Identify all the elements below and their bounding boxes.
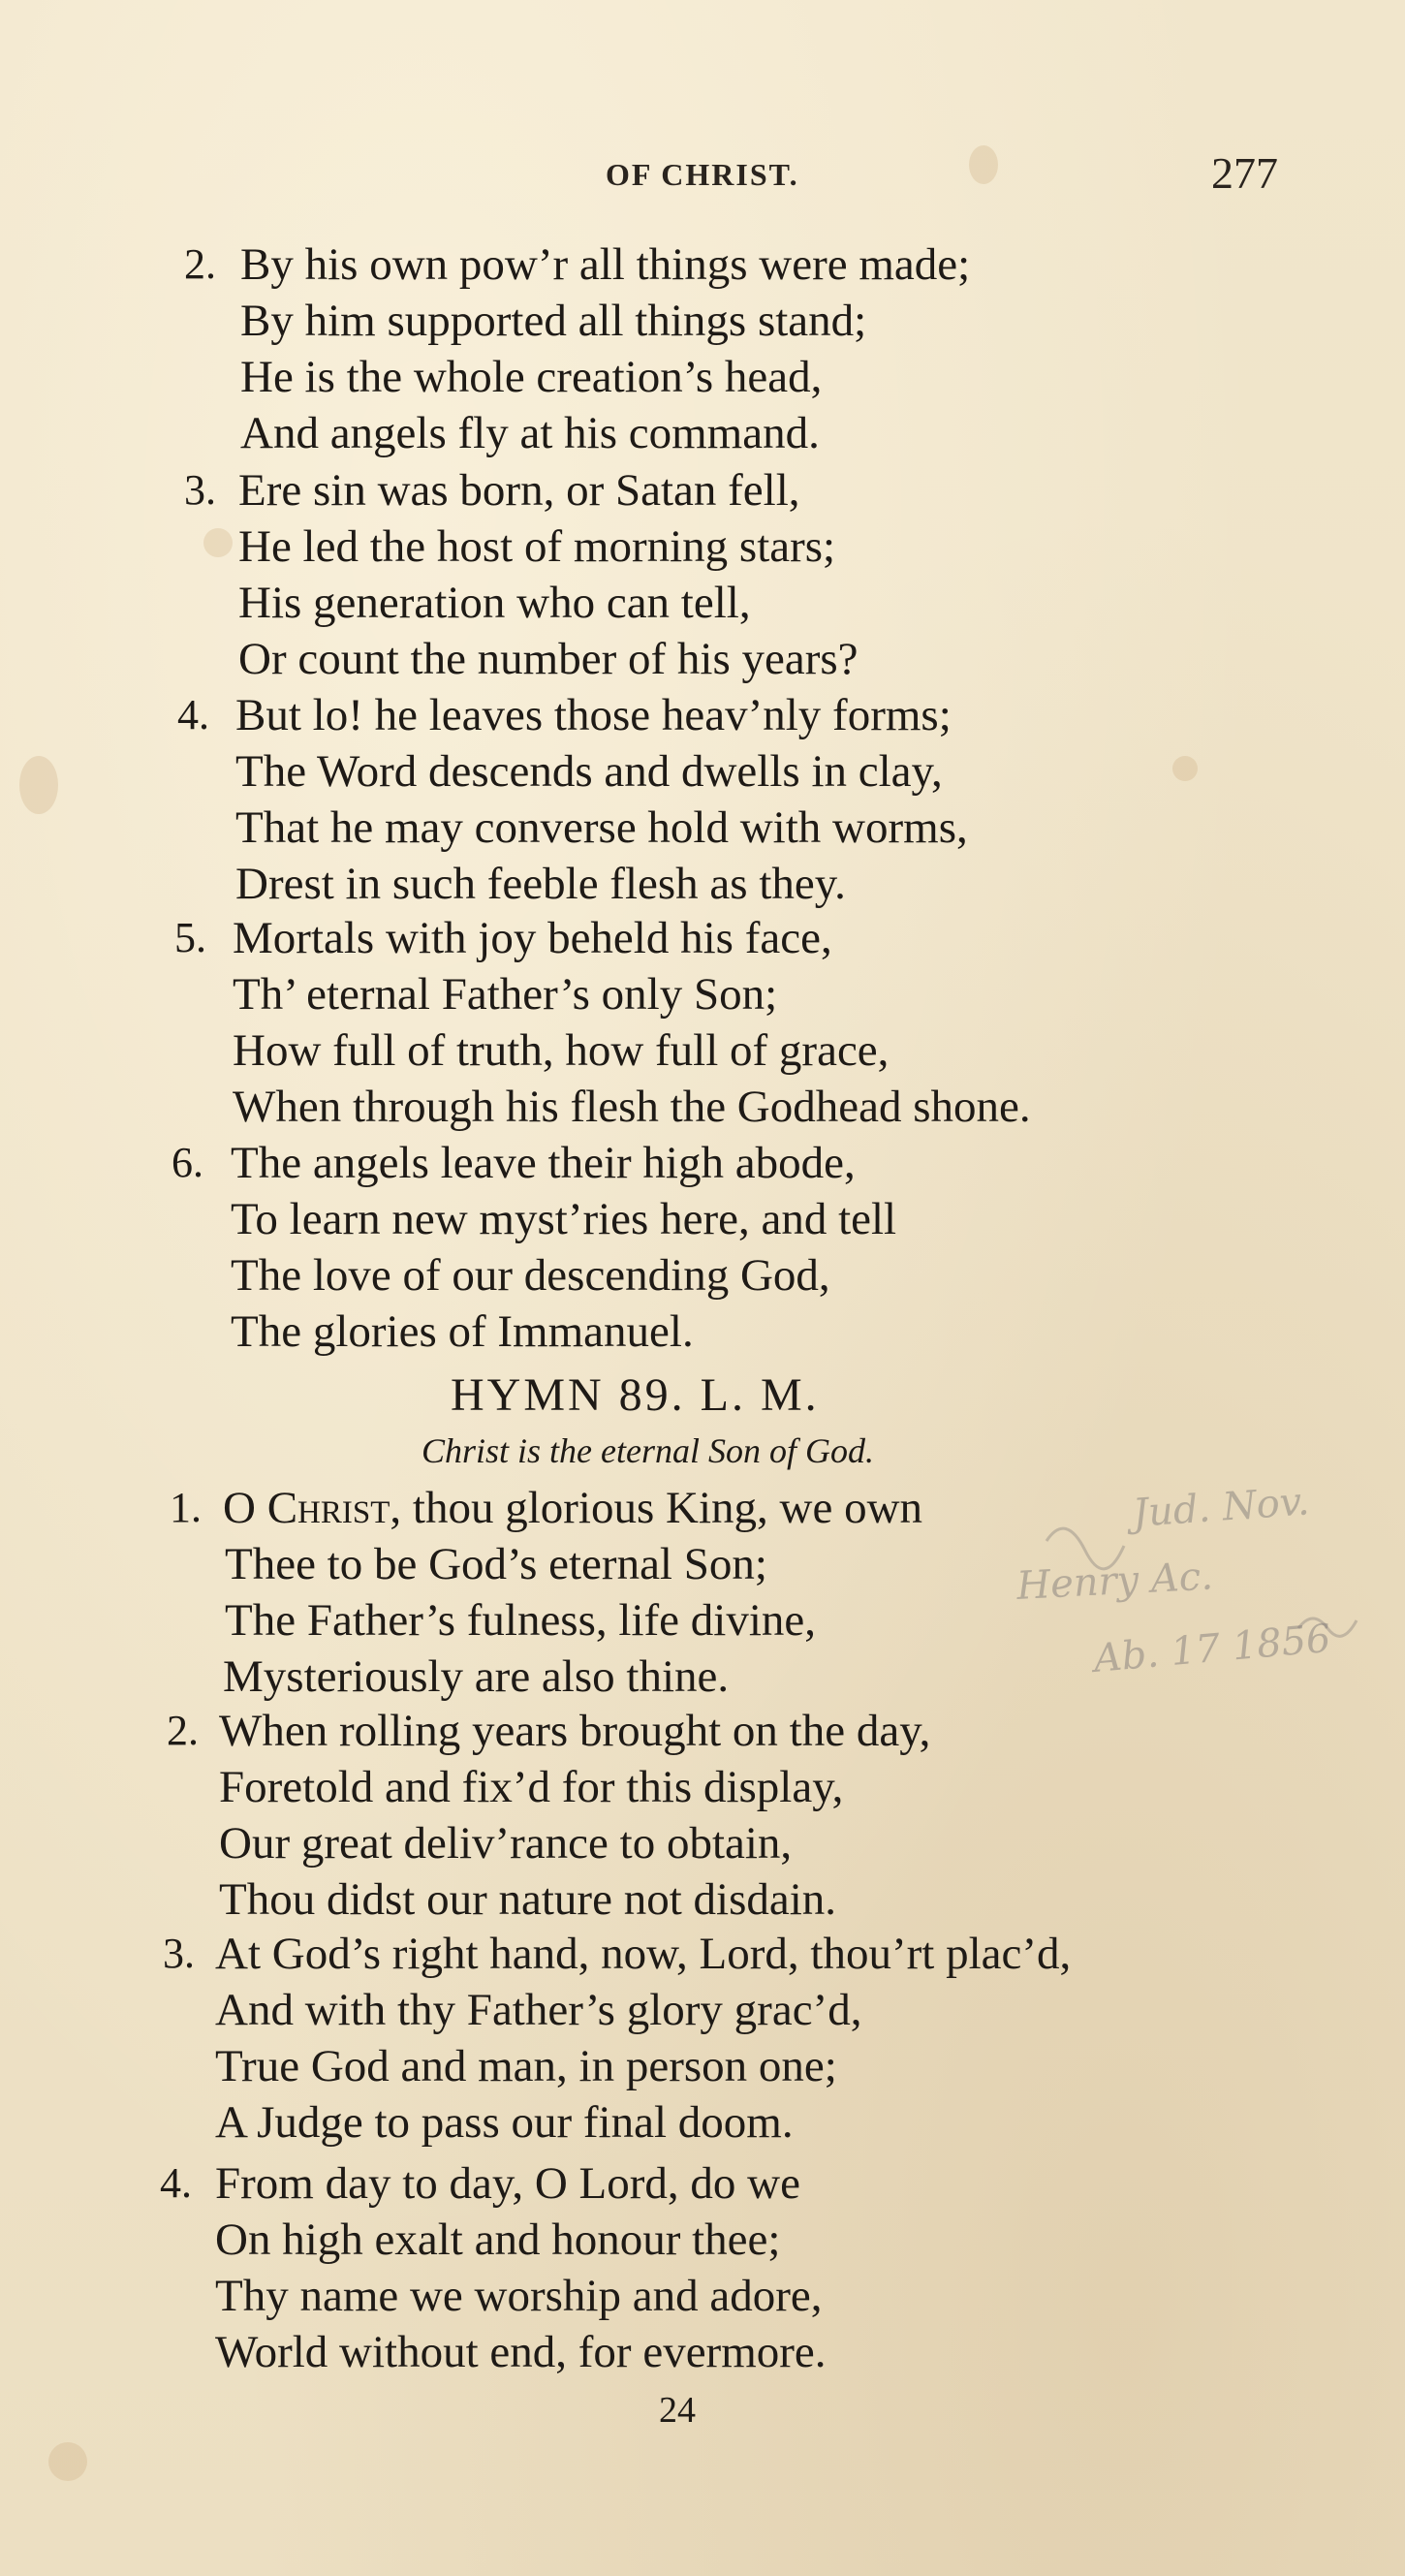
verse-line: World without end, for evermore.	[215, 2327, 827, 2377]
stanza-number: 4.	[177, 691, 209, 738]
verse-line: The glories of Immanuel.	[231, 1306, 694, 1357]
verse-line: Thee to be God’s eternal Son;	[225, 1539, 767, 1589]
verse-line: Mysteriously are also thine.	[223, 1651, 730, 1702]
stanza-number: 4.	[160, 2159, 192, 2207]
hymn-subtitle: Christ is the eternal Son of God.	[422, 1431, 874, 1470]
foxing-spot	[969, 145, 998, 184]
verse-line: Foretold and fix’d for this display,	[219, 1762, 844, 1812]
stanza-number: 1.	[170, 1484, 202, 1531]
foxing-spot	[48, 2442, 87, 2481]
verse-line: Mortals with joy beheld his face,	[233, 913, 832, 963]
verse-line: On high exalt and honour thee;	[215, 2215, 781, 2265]
verse-line: By him supported all things stand;	[240, 296, 867, 346]
verse-line: To learn new myst’ries here, and tell	[231, 1194, 897, 1244]
stanza-number: 2.	[167, 1707, 199, 1754]
verse-line: Our great deliv’rance to obtain,	[219, 1818, 793, 1869]
hymn-title: HYMN 89. L. M.	[451, 1369, 820, 1421]
verse-line: When through his flesh the Godhead shone.	[233, 1082, 1031, 1132]
verse-line: He is the whole creation’s head,	[240, 352, 823, 402]
verse-line: Th’ eternal Father’s only Son;	[233, 969, 778, 1020]
verse-line: When rolling years brought on the day,	[219, 1706, 931, 1756]
verse-lead-smallcaps: Christ	[266, 1483, 390, 1533]
verse-line: Thy name we worship and adore,	[215, 2271, 823, 2321]
signature-mark: 24	[659, 2390, 696, 2431]
stanza-number: 3.	[184, 466, 216, 514]
running-head: OF CHRIST.	[606, 157, 799, 192]
svg-text:Jud. Nov.: Jud. Nov.	[1131, 1483, 1311, 1536]
page-number: 277	[1211, 148, 1278, 198]
verse-line-rest: , thou glorious King, we own	[390, 1483, 923, 1533]
verse-line: The love of our descending God,	[231, 1250, 830, 1301]
stanza-number: 6.	[172, 1139, 203, 1186]
stanza-number: 3.	[163, 1930, 195, 1977]
verse-line: True God and man, in person one;	[215, 2041, 837, 2091]
verse-line: The Father’s fulness, life divine,	[225, 1595, 816, 1646]
verse-line: Or count the number of his years?	[238, 634, 859, 684]
verse-line: But lo! he leaves those heav’nly forms;	[235, 690, 952, 740]
verse-line: And with thy Father’s glory grac’d,	[215, 1985, 862, 2035]
stanza-number: 2.	[184, 240, 216, 288]
svg-text:Henry Ac.: Henry Ac.	[1015, 1554, 1215, 1609]
handwritten-annotation	[1008, 1483, 1405, 1706]
verse-line: His generation who can tell,	[238, 578, 751, 628]
verse-line	[223, 1481, 922, 1535]
stanza-number: 5.	[174, 914, 206, 961]
verse-line: The angels leave their high abode,	[231, 1138, 856, 1188]
verse-line: And angels fly at his command.	[240, 408, 820, 458]
verse-line: Thou didst our nature not disdain.	[219, 1874, 837, 1925]
svg-text:Ab. 17 1856: Ab. 17 1856	[1091, 1616, 1333, 1681]
verse-line: Ere sin was born, or Satan fell,	[238, 465, 800, 516]
verse-line: How full of truth, how full of grace,	[233, 1025, 890, 1076]
verse-line: By his own pow’r all things were made;	[240, 239, 971, 290]
verse-line: That he may converse hold with worms,	[235, 802, 968, 853]
verse-line: The Word descends and dwells in clay,	[235, 746, 943, 797]
verse-line: At God’s right hand, now, Lord, thou’rt plac’d,	[215, 1929, 1072, 1979]
foxing-spot	[203, 528, 233, 557]
handwriting-drawing	[1008, 1483, 1405, 1706]
foxing-spot	[1172, 756, 1198, 781]
foxing-spot	[19, 756, 58, 814]
verse-lead: O	[223, 1483, 267, 1533]
verse-line: From day to day, O Lord, do we	[215, 2158, 800, 2209]
verse-line: He led the host of morning stars;	[238, 521, 836, 572]
verse-line: Drest in such feeble flesh as they.	[235, 859, 846, 909]
verse-line: A Judge to pass our final doom.	[215, 2097, 794, 2148]
